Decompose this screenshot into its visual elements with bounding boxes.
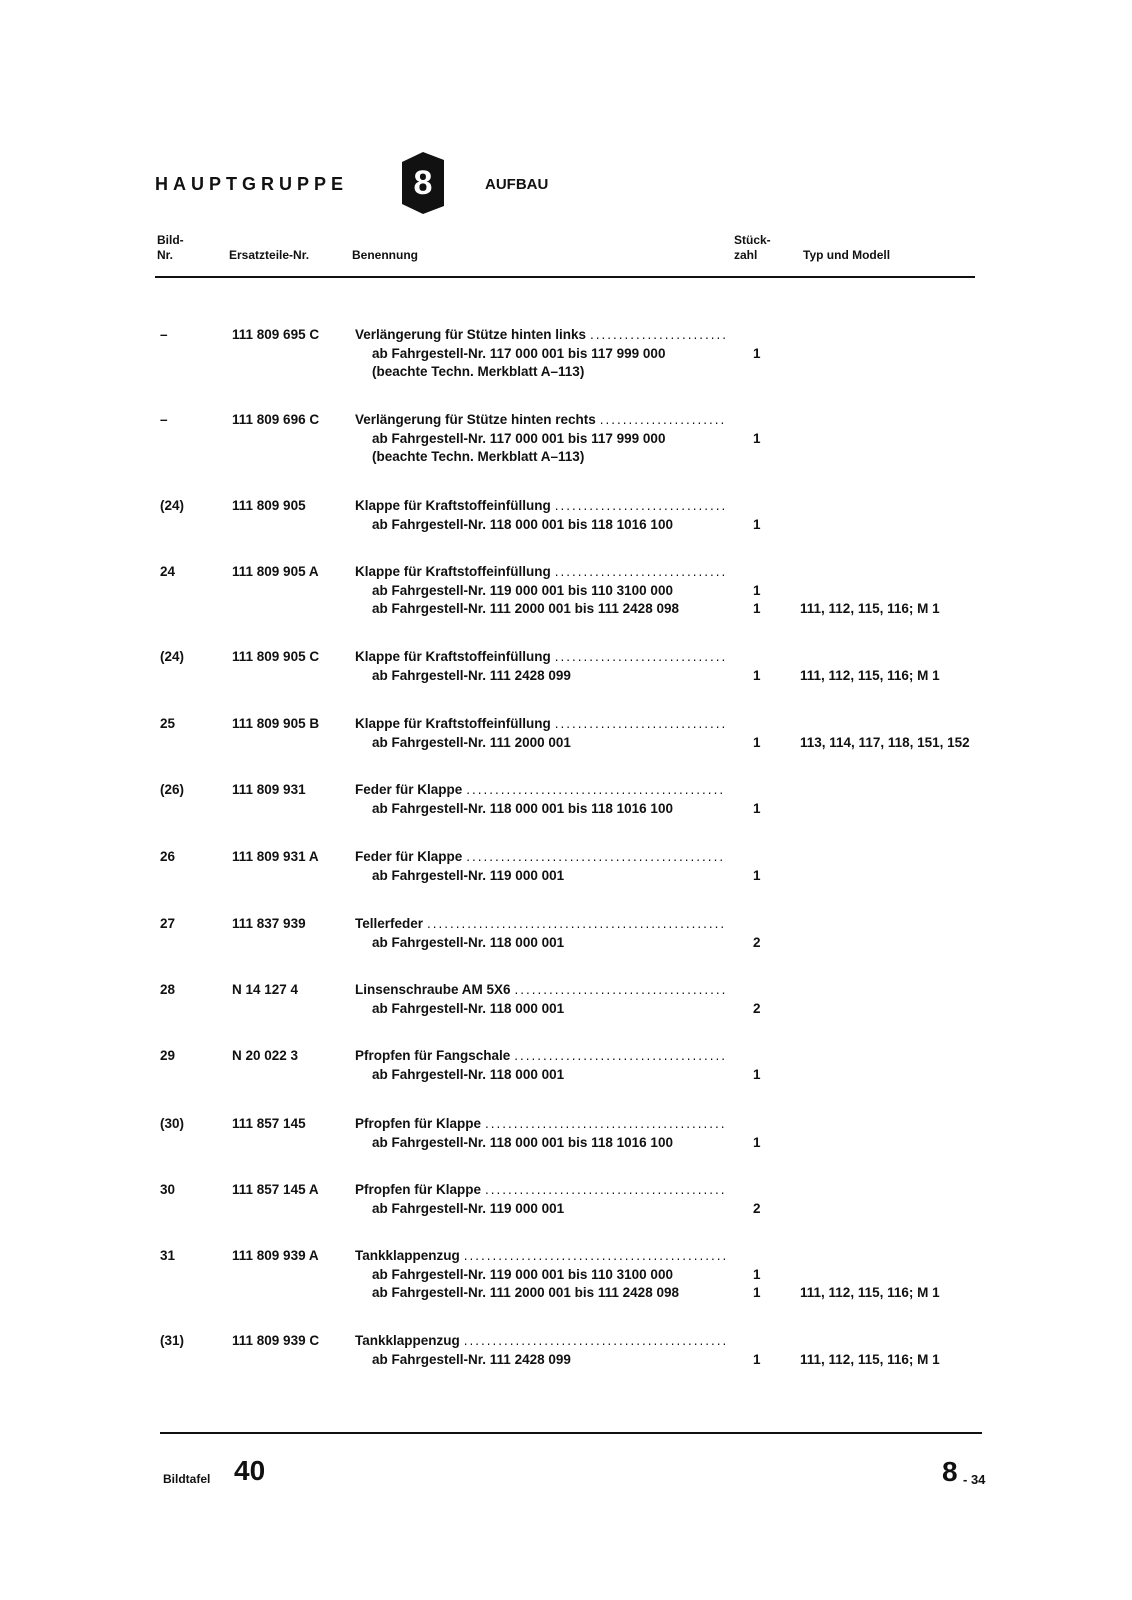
part-name: Feder für Klappe [355, 782, 463, 797]
chassis-range: ab Fahrgestell-Nr. 118 000 001 bis 118 1016 100 [372, 1134, 673, 1150]
bild-nr: (30) [160, 1116, 185, 1131]
bildtafel-number: 40 [234, 1455, 266, 1486]
chassis-range: ab Fahrgestell-Nr. 118 000 001 [372, 1066, 565, 1082]
part-name: Linsenschraube AM 5X6 [355, 982, 511, 997]
group-title: AUFBAU [485, 176, 549, 193]
part-sub-line [355, 363, 725, 382]
bild-nr: 28 [160, 982, 176, 997]
col-benennung: Benennung [352, 248, 418, 262]
part-sub-line [355, 1134, 761, 1153]
part-number: 111 809 939 A [232, 1248, 319, 1263]
dot-leader [555, 563, 725, 582]
bild-nr: (24) [160, 498, 185, 513]
part-sub-line [355, 448, 725, 467]
chassis-range: ab Fahrgestell-Nr. 118 000 001 [372, 934, 565, 950]
part-description [355, 715, 970, 752]
part-name: Pfropfen für Fangschale [355, 1048, 511, 1063]
page-number-sub: - 34 [963, 1472, 986, 1487]
bild-nr: 29 [160, 1048, 176, 1063]
part-number: 111 809 905 A [232, 564, 319, 579]
part-description [355, 497, 761, 534]
bild-nr: – [160, 327, 168, 342]
part-description [355, 1115, 761, 1152]
quantity: 1 [753, 1134, 761, 1150]
quantity: 1 [753, 1266, 761, 1282]
chassis-range: ab Fahrgestell-Nr. 117 000 001 bis 117 999 000 [372, 345, 666, 361]
chassis-range: (beachte Techn. Merkblatt A–113) [372, 364, 585, 379]
dot-leader [600, 411, 725, 430]
chassis-range: ab Fahrgestell-Nr. 117 000 001 bis 117 999 000 [372, 430, 666, 446]
bild-nr: – [160, 412, 168, 427]
group-number-badge [398, 150, 448, 216]
bild-nr: 26 [160, 849, 176, 864]
part-number: 111 809 939 C [232, 1333, 320, 1348]
dot-leader [555, 648, 725, 667]
group-label: HAUPTGRUPPE [155, 174, 349, 194]
chassis-range: ab Fahrgestell-Nr. 119 000 001 [372, 867, 565, 883]
part-number: 111 809 905 C [232, 649, 320, 664]
bild-nr: 31 [160, 1248, 176, 1263]
chassis-range: ab Fahrgestell-Nr. 111 2000 001 bis 111 2428 098 [372, 1285, 679, 1300]
part-sub-line [355, 600, 940, 619]
quantity: 1 [753, 582, 761, 598]
part-name: Klappe für Kraftstoffeinfüllung [355, 564, 551, 579]
type-model: 111, 112, 115, 116; M 1 [800, 601, 940, 616]
header-rule [155, 276, 975, 278]
part-sub-line [355, 1200, 761, 1219]
chassis-range: ab Fahrgestell-Nr. 111 2428 099 [372, 1351, 571, 1367]
part-name: Feder für Klappe [355, 849, 463, 864]
bild-nr: 24 [160, 564, 176, 579]
chassis-range: ab Fahrgestell-Nr. 111 2000 001 [372, 734, 571, 750]
group-badge-icon [398, 150, 448, 216]
dot-leader [464, 1247, 725, 1266]
dot-leader [466, 848, 725, 867]
dot-leader [514, 1047, 725, 1066]
part-description [355, 648, 940, 685]
part-number: 111 837 939 [232, 916, 306, 931]
footer-rule [160, 1432, 982, 1434]
part-name: Verlängerung für Stütze hinten links [355, 327, 587, 342]
part-number: 111 809 905 B [232, 716, 320, 731]
dot-leader [555, 497, 725, 516]
dot-leader [466, 781, 725, 800]
quantity: 1 [753, 516, 761, 532]
part-number: N 20 022 3 [232, 1048, 299, 1063]
bild-nr: 27 [160, 916, 176, 931]
part-description [355, 1181, 761, 1218]
col-ersatzteile-nr: Ersatzteile-Nr. [229, 248, 310, 262]
quantity: 1 [753, 1351, 761, 1367]
chassis-range: ab Fahrgestell-Nr. 111 2428 099 [372, 667, 571, 683]
part-name: Tankklappenzug [355, 1248, 460, 1263]
type-model: 113, 114, 117, 118, 151, 152 [800, 734, 970, 750]
col-typ-modell: Typ und Modell [803, 248, 891, 262]
bild-nr: 25 [160, 716, 176, 731]
part-name: Klappe für Kraftstoffeinfüllung [355, 649, 551, 664]
chassis-range: ab Fahrgestell-Nr. 119 000 001 [372, 1200, 565, 1216]
part-sub-line [355, 345, 761, 364]
quantity: 1 [753, 867, 761, 883]
dot-leader [515, 981, 725, 1000]
part-sub-line [355, 667, 940, 686]
type-model: 111, 112, 115, 116; M 1 [800, 1285, 940, 1300]
part-name: Klappe für Kraftstoffeinfüllung [355, 716, 551, 731]
part-description [355, 1047, 761, 1084]
chassis-range: ab Fahrgestell-Nr. 119 000 001 bis 110 3100 000 [372, 1266, 673, 1282]
part-sub-line [355, 934, 761, 953]
dot-leader [427, 915, 725, 934]
part-description [355, 1247, 940, 1303]
chassis-range: ab Fahrgestell-Nr. 111 2000 001 bis 111 2428 098 [372, 601, 679, 616]
part-name: Pfropfen für Klappe [355, 1182, 482, 1197]
dot-leader [485, 1181, 725, 1200]
part-sub-line [355, 1000, 761, 1019]
bild-nr: (24) [160, 649, 185, 664]
quantity: 2 [753, 934, 761, 950]
dot-leader [555, 715, 725, 734]
quantity: 2 [753, 1000, 761, 1016]
part-number: 111 857 145 [232, 1116, 306, 1131]
bildtafel-label: Bildtafel [163, 1472, 211, 1486]
part-name: Klappe für Kraftstoffeinfüllung [355, 498, 551, 513]
quantity: 1 [753, 734, 761, 750]
quantity: 1 [753, 1285, 761, 1300]
quantity: 1 [753, 667, 761, 683]
col-stueckzahl: Stück- zahl [734, 233, 771, 262]
part-number: 111 809 931 [232, 782, 306, 797]
part-number: 111 809 905 [232, 498, 306, 513]
part-name: Tankklappenzug [355, 1333, 460, 1348]
part-sub-line [355, 1351, 940, 1370]
part-description [355, 563, 940, 619]
chassis-range: ab Fahrgestell-Nr. 118 000 001 bis 118 1016 100 [372, 800, 673, 816]
bild-nr: 30 [160, 1182, 176, 1197]
part-name: Verlängerung für Stütze hinten rechts [355, 412, 596, 427]
part-description [355, 915, 761, 952]
page-number-main: 8 [942, 1456, 958, 1487]
part-description [355, 1332, 940, 1369]
dot-leader [590, 326, 725, 345]
col-bild-nr: Bild- Nr. [157, 233, 184, 262]
quantity: 1 [753, 601, 761, 616]
type-model: 111, 112, 115, 116; M 1 [800, 667, 940, 683]
bild-nr: (31) [160, 1333, 185, 1348]
type-model: 111, 112, 115, 116; M 1 [800, 1351, 940, 1367]
chassis-range: ab Fahrgestell-Nr. 118 000 001 bis 118 1016 100 [372, 516, 673, 532]
part-number: 111 809 931 A [232, 849, 319, 864]
quantity: 1 [753, 800, 761, 816]
part-description [355, 411, 761, 467]
part-number: 111 809 695 C [232, 327, 320, 342]
part-sub-line [355, 582, 761, 601]
part-description [355, 326, 761, 382]
part-sub-line [355, 1266, 761, 1285]
part-sub-line [355, 867, 761, 886]
part-description [355, 981, 761, 1018]
part-sub-line [355, 734, 970, 753]
part-description [355, 781, 761, 818]
part-sub-line [355, 430, 761, 449]
part-number: 111 809 696 C [232, 412, 320, 427]
part-number: 111 857 145 A [232, 1182, 319, 1197]
quantity: 1 [753, 430, 761, 446]
part-number: N 14 127 4 [232, 982, 299, 997]
quantity: 2 [753, 1200, 761, 1216]
chassis-range: ab Fahrgestell-Nr. 118 000 001 [372, 1000, 565, 1016]
group-number: 8 [413, 164, 433, 202]
quantity: 1 [753, 1066, 761, 1082]
part-description [355, 848, 761, 885]
dot-leader [485, 1115, 725, 1134]
part-sub-line [355, 800, 761, 819]
part-name: Tellerfeder [355, 916, 424, 931]
part-sub-line [355, 516, 761, 535]
part-name: Pfropfen für Klappe [355, 1116, 482, 1131]
bild-nr: (26) [160, 782, 185, 797]
dot-leader [464, 1332, 725, 1351]
quantity: 1 [753, 345, 761, 361]
part-sub-line [355, 1066, 761, 1085]
chassis-range: (beachte Techn. Merkblatt A–113) [372, 449, 585, 464]
part-sub-line [355, 1284, 940, 1303]
chassis-range: ab Fahrgestell-Nr. 119 000 001 bis 110 3100 000 [372, 582, 673, 598]
